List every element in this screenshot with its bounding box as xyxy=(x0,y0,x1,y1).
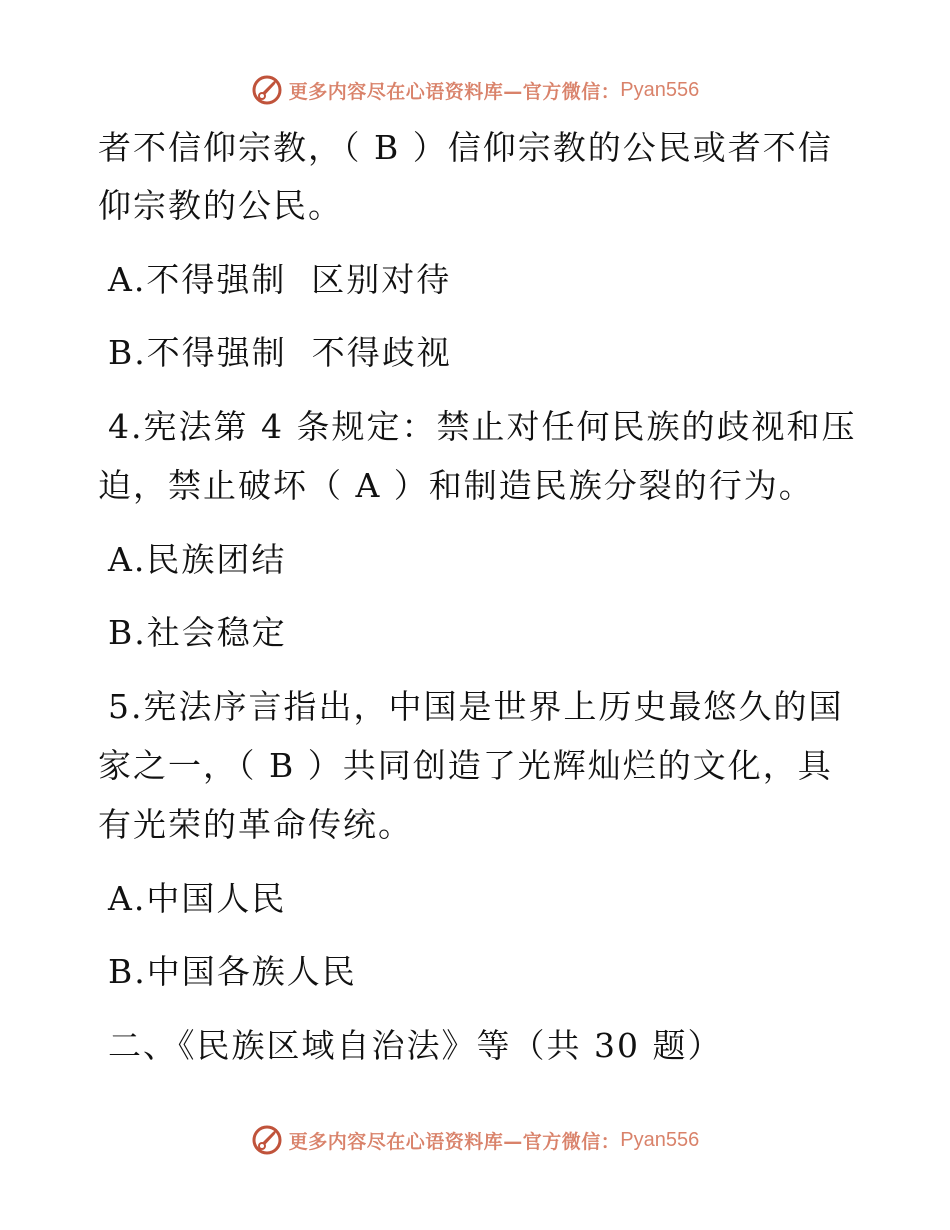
option-a-q5: A.中国人民 xyxy=(108,879,287,918)
logo-icon xyxy=(251,1123,285,1157)
option-b-q4: B.社会稳定 xyxy=(108,613,287,652)
footer-banner-text: 更多内容尽在心语资料库—官方微信： xyxy=(288,1130,621,1153)
header-wechat-id: Pyan556 xyxy=(620,78,700,101)
footer-wechat-id: Pyan556 xyxy=(620,1128,700,1151)
question-5-line-2: 家之一，（ B ）共同创造了光辉灿烂的文化，具 xyxy=(98,746,833,785)
question-5-line-1: 5.宪法序言指出，中国是世界上历史最悠久的国 xyxy=(108,687,844,726)
option-a-q3: A.不得强制 区别对待 xyxy=(108,260,452,299)
logo-icon xyxy=(251,73,285,107)
header-banner xyxy=(0,70,950,110)
option-a-q4: A.民族团结 xyxy=(108,540,287,579)
question-5-line-3: 有光荣的革命传统。 xyxy=(98,805,413,844)
header-banner-text: 更多内容尽在心语资料库—官方微信： xyxy=(288,80,621,103)
text-line-1: 者不信仰宗教，（ B ）信仰宗教的公民或者不信 xyxy=(98,128,833,167)
footer-banner xyxy=(0,1120,950,1160)
section-heading: 二、《民族区域自治法》等（共 30 题） xyxy=(108,1026,723,1065)
question-4-line-1: 4.宪法第 4 条规定：禁止对任何民族的歧视和压 xyxy=(108,407,857,446)
option-b-q5: B.中国各族人民 xyxy=(108,952,357,991)
question-4-line-2: 迫，禁止破坏（ A ）和制造民族分裂的行为。 xyxy=(98,466,814,505)
text-line-2: 仰宗教的公民。 xyxy=(98,186,343,225)
option-b-q3: B.不得强制 不得歧视 xyxy=(108,333,452,372)
